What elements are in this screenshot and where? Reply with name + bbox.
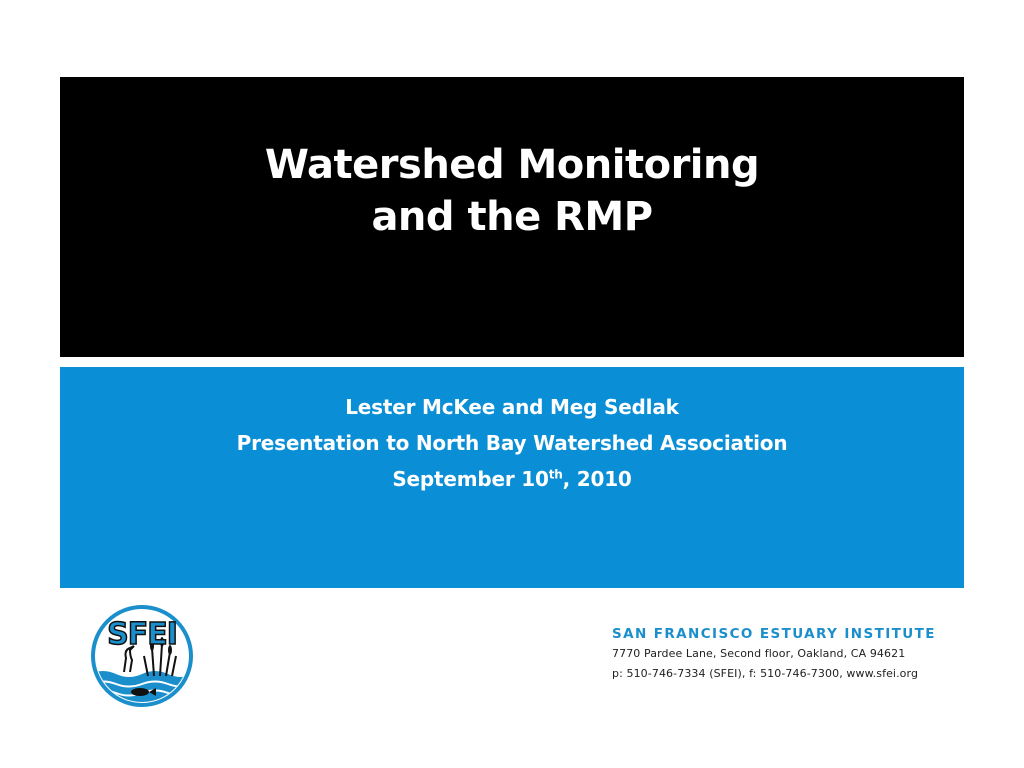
sfei-logo-graphic — [90, 604, 194, 708]
organization-contact: p: 510-746-7334 (SFEI), f: 510-746-7300, www.sfei.org — [612, 667, 919, 680]
subtitle-band — [60, 367, 964, 588]
logo-lettering: SFEI — [107, 617, 177, 652]
presentation-to-text: Presentation to North Bay Watershed Association — [236, 431, 788, 455]
date-prefix: September 10 — [392, 467, 549, 491]
slide-title — [60, 139, 964, 243]
organization-address: 7770 Pardee Lane, Second floor, Oakland, CA 94621 — [612, 647, 906, 660]
date-text — [60, 461, 964, 497]
title-band — [60, 77, 964, 357]
authors-text: Lester McKee and Meg Sedlak — [345, 395, 679, 419]
slide-subtitle — [60, 389, 964, 497]
title-line-2: and the RMP — [371, 194, 653, 240]
date-superscript: th — [548, 467, 563, 482]
organization-info — [612, 624, 936, 684]
date-suffix: , 2010 — [562, 467, 632, 491]
title-line-1: Watershed Monitoring — [264, 142, 760, 188]
organization-name: SAN FRANCISCO ESTUARY INSTITUTE — [612, 626, 936, 642]
sfei-logo-icon — [90, 604, 194, 708]
